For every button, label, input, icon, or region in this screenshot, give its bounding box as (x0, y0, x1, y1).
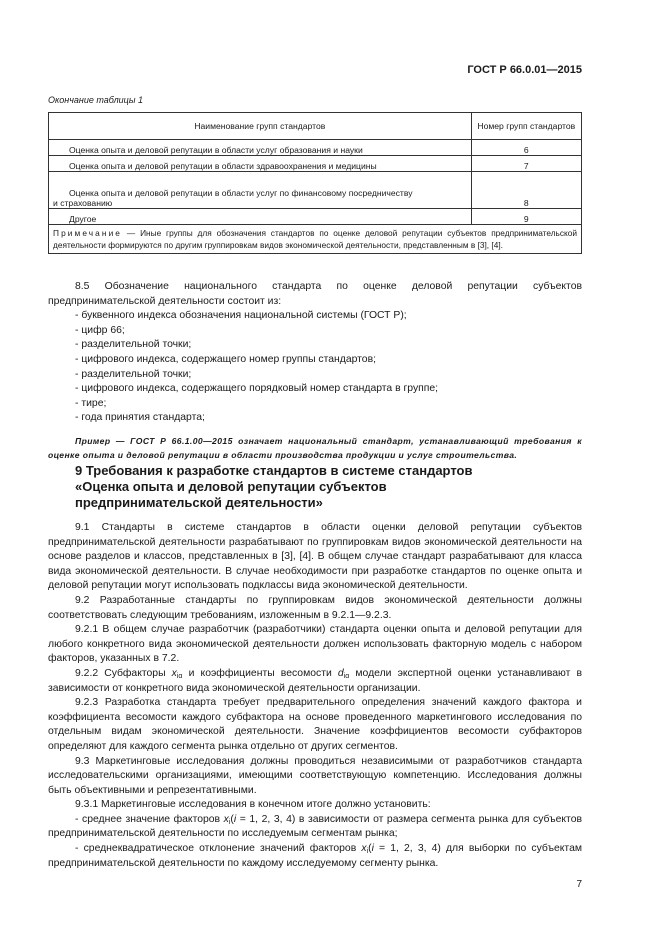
section-9-body (48, 521, 582, 871)
row-number: 8 (471, 172, 581, 209)
list-item: - цифрового индекса, содержащего порядковый номер стандарта в группе; (75, 383, 439, 395)
table-row (49, 172, 582, 209)
text-run: 9.2.2 Субфакторы (75, 667, 172, 679)
table-header-row (49, 113, 582, 140)
table-caption: Окончание таблицы 1 (48, 95, 143, 105)
paragraph-9-2-3: 9.2.3 Разработка стандарта требует предварительного определения значений каждого фактора и коэффициента весомости каждого субфактора на основе проведенного маркетингового исследования по отдельным видам экономической деятельности. Значение коэффициентов весомости субфакторов определяют для каждого сегмента рынка отдельно от других сегментов. (48, 697, 582, 752)
column-header-number: Номер групп стандартов (471, 113, 581, 140)
list-item: - цифрового индекса, содержащего номер группы стандартов; (75, 353, 376, 365)
bullet-mean-value (48, 813, 582, 842)
paragraph-9-3: 9.3 Маркетинговые исследования должны проводиться независимыми от разработчиков стандарта исследовательскими организациями, имеющими соответствующую компетенцию. Исследования должны быть объективными и репрезентативными. (48, 755, 582, 796)
var-x: x (361, 843, 367, 855)
column-header-name: Наименование групп стандартов (49, 113, 472, 140)
row-number: 9 (471, 209, 581, 225)
standards-groups-table (48, 112, 582, 254)
list-item: - разделительной точки; (75, 368, 192, 380)
paragraph-8-5: 8.5 Обозначение национального стандарта по оценке деловой репутации субъектов предпринимательской деятельности состоит из: (48, 281, 582, 307)
heading-line1: 9 Требования к разработке стандартов в системе стандартов (75, 463, 473, 478)
row-name: Оценка опыта и деловой репутации в области услуг образования и науки (49, 140, 472, 156)
var-x: x (171, 667, 177, 679)
section-8-5 (48, 280, 582, 462)
section-9-heading (75, 463, 555, 511)
text-run: = 1, 2, 3, 4) для выборки по субъектам предпринимательской деятельности по каждому исследуемому сегменту рынка. (48, 843, 582, 869)
table-row (49, 156, 582, 172)
text-run: ( (230, 813, 234, 825)
list-item: - разделительной точки; (75, 339, 192, 351)
note-text: — Иные группы для обозначения стандартов по оценке деловой репутации субъектов предпринимательской деятельности формируются по другим группировкам видов экономической деятельности, представленным в [3], [4]. (53, 228, 577, 250)
paragraph-9-2-2 (48, 667, 582, 696)
var-i: i (371, 843, 374, 855)
row-name-line1: Оценка опыта и деловой репутации в области услуг по финансовому посредничеству (69, 188, 413, 198)
list-item: - цифр 66; (75, 324, 125, 336)
subscript: iα (176, 672, 183, 680)
row-name: Другое (49, 209, 472, 225)
heading-line2: «Оценка опыта и деловой репутации субъектов (75, 479, 387, 494)
text-run: - среднее значение факторов (75, 813, 224, 825)
row-number: 7 (471, 156, 581, 172)
bullet-std-deviation (48, 842, 582, 871)
row-name-line2: и страхованию (53, 198, 113, 208)
var-d: d (337, 667, 344, 679)
subscript: i (366, 848, 369, 856)
list-item: - тире; (75, 397, 107, 409)
page-number: 7 (576, 879, 582, 890)
table-row (49, 209, 582, 225)
row-number: 6 (471, 140, 581, 156)
table-note (49, 225, 582, 254)
document-id: ГОСТ Р 66.0.01—2015 (467, 64, 582, 76)
note-label: Примечание (53, 228, 123, 238)
table-note-row (49, 225, 582, 254)
paragraph-9-2: 9.2 Разработанные стандарты по группировкам видов экономической деятельности должны соответствовать следующим требованиям, изложенным в 9.2.1—9.2.3. (48, 594, 582, 621)
paragraph-9-2-1: 9.2.1 В общем случае разработчик (разработчики) стандарта оценки опыта и деловой репутации для любого конкретного вида экономической деятельности должен использовать факторную модель с набором факторов, указанных в 7.2. (48, 624, 582, 665)
text-run: - среднеквадратическое отклонение значений факторов (75, 843, 362, 855)
list-item: - года принятия стандарта; (75, 412, 205, 424)
row-name (49, 172, 472, 209)
text-run: ( (368, 843, 372, 855)
subscript: iα (343, 672, 350, 680)
paragraph-9-1: 9.1 Стандарты в системе стандартов в области оценки деловой репутации субъектов предпринимательской деятельности разрабатывают по группировкам видов экономической деятельности на основе разделов и классов, представленных в [3], [4]. В общем случае стандарт разрабатывают для класса вида экономической деятельности. В случае необходимости при разработке стандартов по оценке опыта и деловой репутации могут использовать подклассы вида экономической деятельности. (48, 522, 582, 592)
subscript: i (228, 818, 231, 826)
example-text: Пример — ГОСТ Р 66.1.00—2015 означает национальный стандарт, устанавливающий требования к оценке опыта и деловой репутации в области производства продукции и услуг строительства. (48, 435, 582, 460)
var-i: i (233, 813, 237, 825)
row-name: Оценка опыта и деловой репутации в области здравоохранения и медицины (49, 156, 472, 172)
heading-line3: предпринимательской деятельности» (75, 495, 323, 510)
var-x: x (223, 813, 229, 825)
text-run: = 1, 2, 3, 4) в зависимости от размера сегмента рынка для субъектов предпринимательской деятельности по исследуемым сегментам рынка; (48, 813, 582, 840)
text-run: и коэффициенты весомости (182, 667, 338, 679)
list-item: - буквенного индекса обозначения национальной системы (ГОСТ Р); (75, 310, 407, 322)
text-run: модели экспертной оценки устанавливают в зависимости от конкретного вида экономической деятельности организации. (48, 667, 582, 694)
table-row (49, 140, 582, 156)
paragraph-9-3-1: 9.3.1 Маркетинговые исследования в конечном итоге должно установить: (75, 799, 431, 811)
